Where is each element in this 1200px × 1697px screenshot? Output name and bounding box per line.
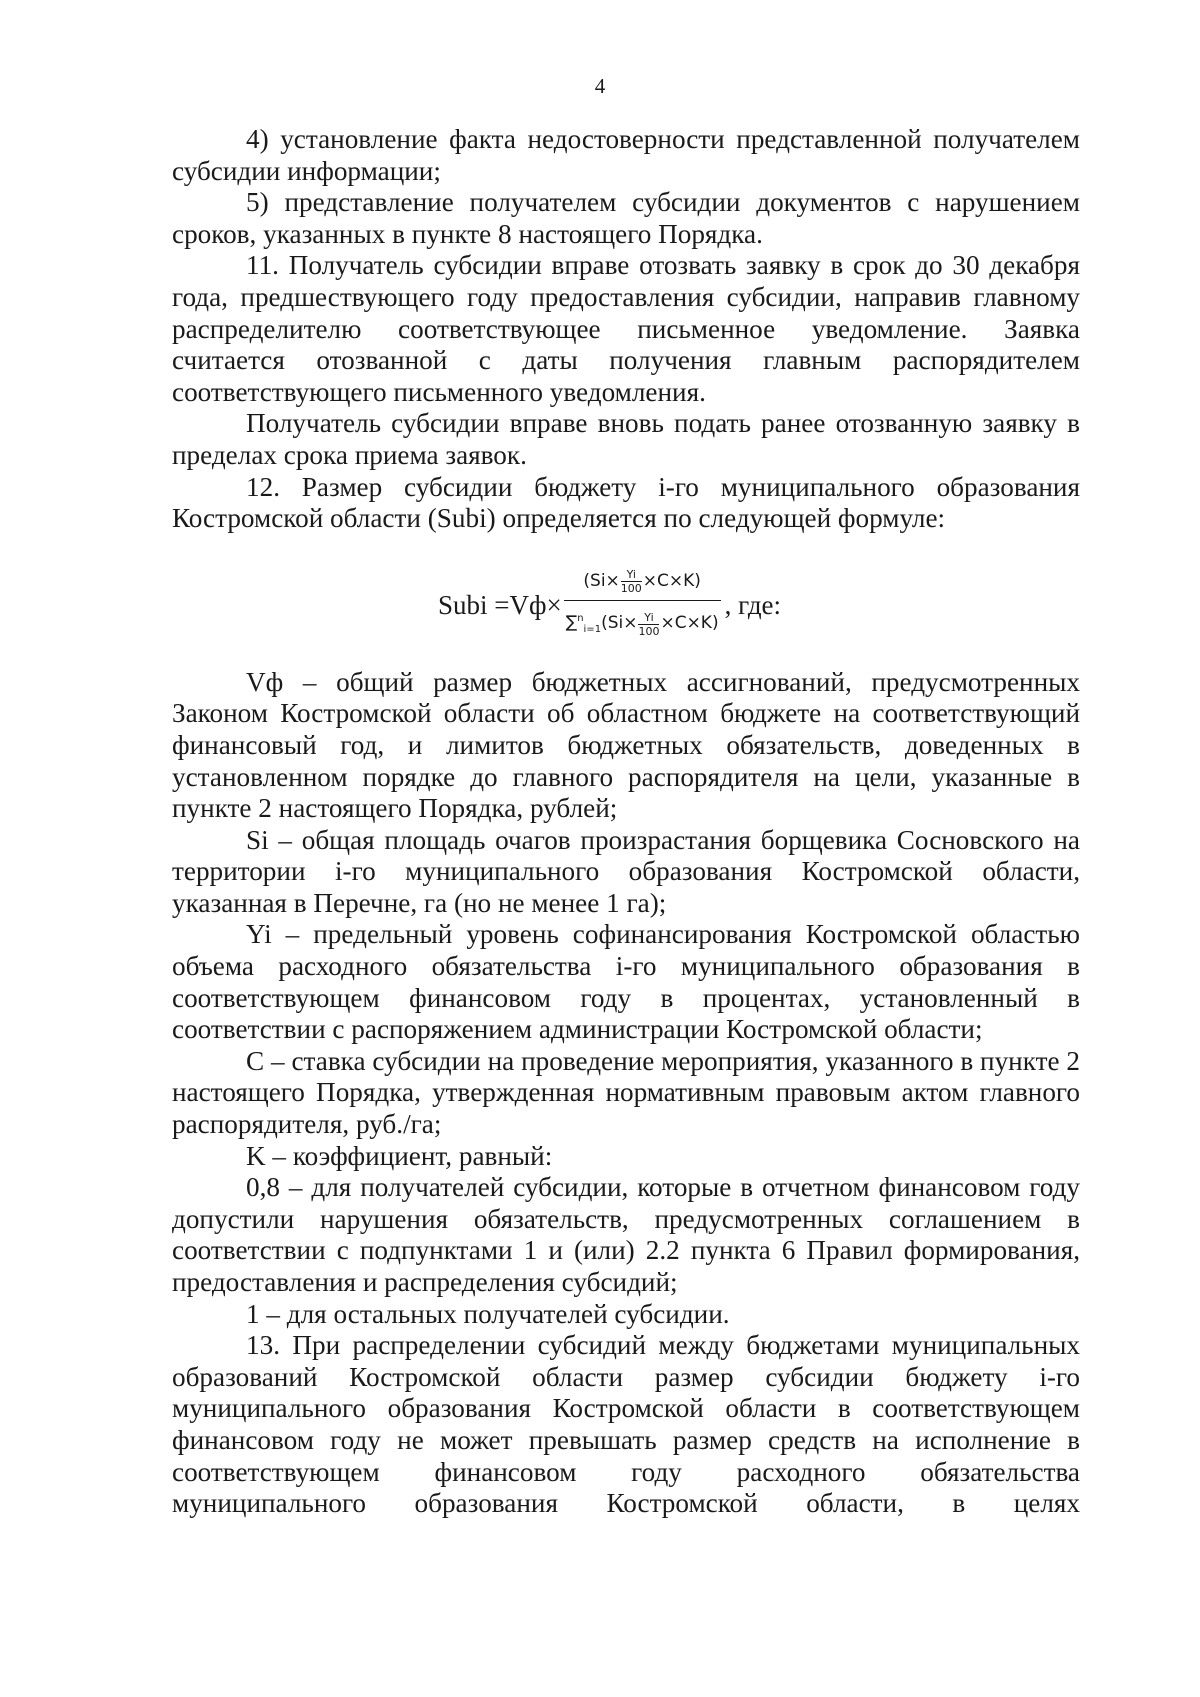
paragraph-clause-12: 12. Размер субсидии бюджету i-го муниципального образования Костромской области (Subi) определяется по следующей формуле: xyxy=(172,471,1080,534)
numerator-100: 100 xyxy=(620,582,642,596)
summation-lower: i=1 xyxy=(583,623,602,635)
definition-si: Si – общая площадь очагов произрастания борщевика Сосновского на территории i-го муниципального образования Костромской области, указанная в Перечне, га (но не менее 1 га); xyxy=(172,824,1080,918)
formula-fraction xyxy=(564,566,721,645)
summation-sign: ∑$^n_{i=1}$ xyxy=(565,612,602,635)
formula-denominator xyxy=(564,603,721,646)
denominator-yi: Yi xyxy=(644,610,654,624)
definition-vf: Vф – общий размер бюджетных ассигнований, предусмотренных Законом Костромской области об областном бюджете на соответствующий финансовый год, и лимитов бюджетных обязательств, доведенных в установленном порядке до главного распорядителя на цели, указанные в пункте 2 настоящего Порядка, рублей; xyxy=(172,666,1080,824)
denominator-left: (Si× xyxy=(601,613,638,634)
summation-upper: n xyxy=(577,612,584,624)
definition-yi: Yi – предельный уровень софинансирования Костромской областью объема расходного обязательства i-го муниципального образования в соответствующем финансовом году в процентах, установленный в соответствии с распоряжением администрации Костромской области; xyxy=(172,919,1080,1045)
page-number: 4 xyxy=(594,74,606,98)
coefficient-1: 1 – для остальных получателей субсидии. xyxy=(246,1298,730,1329)
formula-tail: , где: xyxy=(724,589,782,620)
paragraph-item-5: 5) представление получателем субсидии документов с нарушением сроков, указанных в пункте 8 настоящего Порядка. xyxy=(172,187,1080,249)
denominator-right: ×C×K) xyxy=(660,613,719,634)
numerator-yi-fraction xyxy=(621,569,642,594)
definition-k: K – коэффициент, равный: xyxy=(246,1140,553,1171)
coefficient-0-8: 0,8 – для получателей субсидии, которые в отчетном финансовом году допустили нарушения обязательств, предусмотренных соглашением в соответствии с подпунктами 1 и (или) 2.2 пункта 6 Правил формирования, предоставления и распределения субсидий; xyxy=(172,1172,1080,1297)
numerator-yi: Yi xyxy=(626,568,636,582)
paragraph-clause-11: 11. Получатель субсидии вправе отозвать заявку в срок до 30 декабря года, предшествующего году предоставления субсидии, направив главному распределителю соответствующее письменное уведомление. Заявка считается отозванной с даты получения главным распорядителем соответствующего письменного уведомления. xyxy=(172,250,1080,407)
numerator-right: ×C×K) xyxy=(642,571,701,592)
document-body xyxy=(172,124,1080,1520)
main-fraction-bar xyxy=(564,600,721,601)
paragraph-resubmit: Получатель субсидии вправе вновь подать ранее отозванную заявку в пределах срока приема заявок. xyxy=(172,408,1080,470)
formula-block xyxy=(172,541,1080,663)
paragraph-item-4: 4) установление факта недостоверности представленной получателем субсидии информации; xyxy=(172,124,1080,186)
formula-numerator xyxy=(581,566,703,598)
subsidy-formula xyxy=(438,568,782,641)
formula-lhs: Subi =Vф× xyxy=(438,589,562,620)
definition-c: C – ставка субсидии на проведение мероприятия, указанного в пункте 2 настоящего Порядка, утвержденная нормативным правовым актом главного распорядителя, руб./га; xyxy=(172,1045,1080,1140)
paragraph-clause-13: 13. При распределении субсидий между бюджетами муниципальных образований Костромской области размер субсидии бюджету i-го муниципального образования Костромской области в соответствующем финансовом году не может превышать размер средств на исполнение в соответствующем финансовом году расходного обязательства муниципального образования Костромской области, в целях xyxy=(172,1330,1080,1519)
numerator-left: (Si× xyxy=(583,571,620,592)
denominator-yi-fraction xyxy=(638,612,659,637)
denominator-100: 100 xyxy=(638,624,660,638)
